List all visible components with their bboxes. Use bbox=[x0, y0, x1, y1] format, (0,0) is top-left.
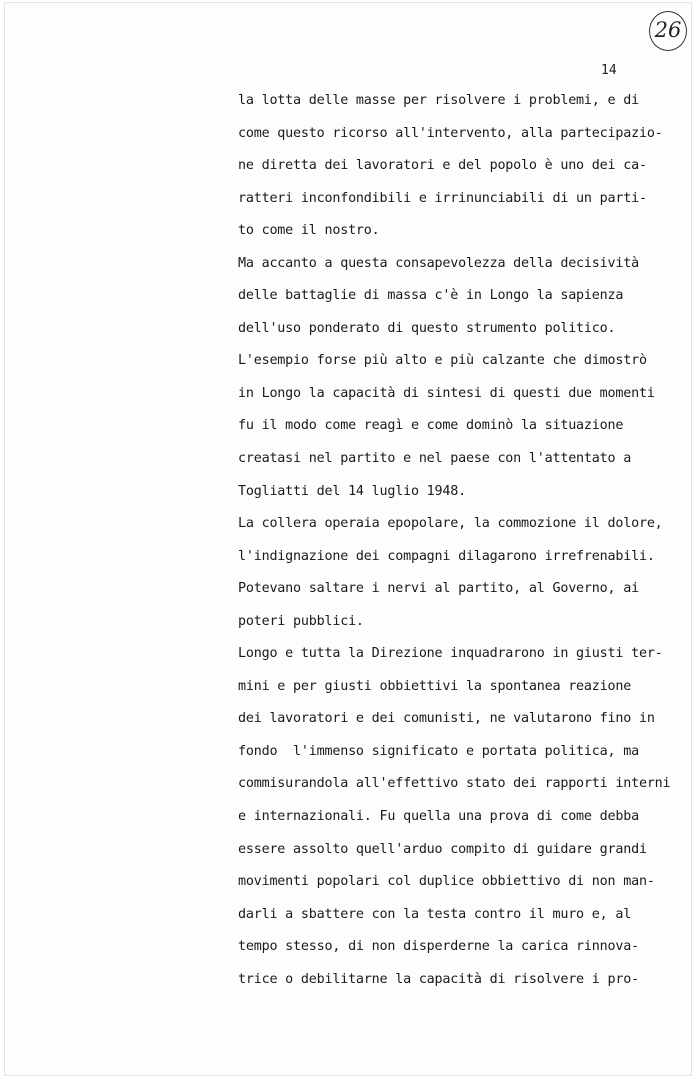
text-line: tempo stesso, di non disperderne la carica rinnova- bbox=[238, 939, 639, 955]
text-line: come questo ricorso all'intervento, alla partecipazio- bbox=[238, 125, 663, 141]
text-line: mini e per giusti obbiettivi la spontanea reazione bbox=[238, 678, 632, 694]
body-text bbox=[238, 91, 670, 1002]
text-line: La collera operaia epopolare, la commozione il dolore, bbox=[238, 516, 663, 532]
text-line: l'indignazione dei compagni dilagarono irrefrenabili. bbox=[238, 548, 655, 564]
scan-edge-mark bbox=[677, 655, 691, 669]
text-line: ne diretta dei lavoratori e del popolo è uno dei ca- bbox=[238, 158, 647, 174]
text-line: dell'uso ponderato di questo strumento politico. bbox=[238, 320, 616, 336]
text-line: Potevano saltare i nervi al partito, al Governo, ai bbox=[238, 581, 639, 597]
text-line: fondo l'immenso significato e portata politica, ma bbox=[238, 743, 639, 759]
text-line: Ma accanto a questa consapevolezza della decisività bbox=[238, 255, 639, 271]
text-line: trice o debilitarne la capacità di risolvere i pro- bbox=[238, 971, 639, 987]
archive-stamp: 26 bbox=[649, 11, 687, 51]
text-line: fu il modo come reagì e come dominò la situazione bbox=[238, 418, 624, 434]
document-page bbox=[4, 2, 692, 1076]
text-line: la lotta delle masse per risolvere i problemi, e di bbox=[238, 93, 639, 108]
text-line: delle battaglie di massa c'è in Longo la sapienza bbox=[238, 288, 624, 304]
text-line: creatasi nel partito e nel paese con l'attentato a bbox=[238, 451, 632, 467]
page-number: 14 bbox=[601, 63, 617, 78]
text-line: essere assolto quell'arduo compito di guidare grandi bbox=[238, 841, 647, 857]
text-line: commisurandola all'effettivo stato dei rapporti interni bbox=[238, 776, 671, 792]
text-line: L'esempio forse più alto e più calzante che dimostrò bbox=[238, 353, 647, 369]
text-line: Togliatti del 14 luglio 1948. bbox=[238, 483, 466, 499]
text-line: darli a sbattere con la testa contro il muro e, al bbox=[238, 906, 632, 922]
text-line: movimenti popolari col duplice obbiettivo di non man- bbox=[238, 874, 655, 890]
text-line: e internazionali. Fu quella una prova di come debba bbox=[238, 809, 639, 825]
text-line: poteri pubblici. bbox=[238, 613, 364, 629]
text-line: dei lavoratori e dei comunisti, ne valutarono fino in bbox=[238, 711, 655, 727]
text-line: ratteri inconfondibili e irrinunciabili di un parti- bbox=[238, 190, 647, 206]
text-line: to come il nostro. bbox=[238, 223, 380, 239]
text-line: Longo e tutta la Direzione inquadrarono in giusti ter- bbox=[238, 646, 663, 662]
text-line: in Longo la capacità di sintesi di questi due momenti bbox=[238, 385, 655, 401]
